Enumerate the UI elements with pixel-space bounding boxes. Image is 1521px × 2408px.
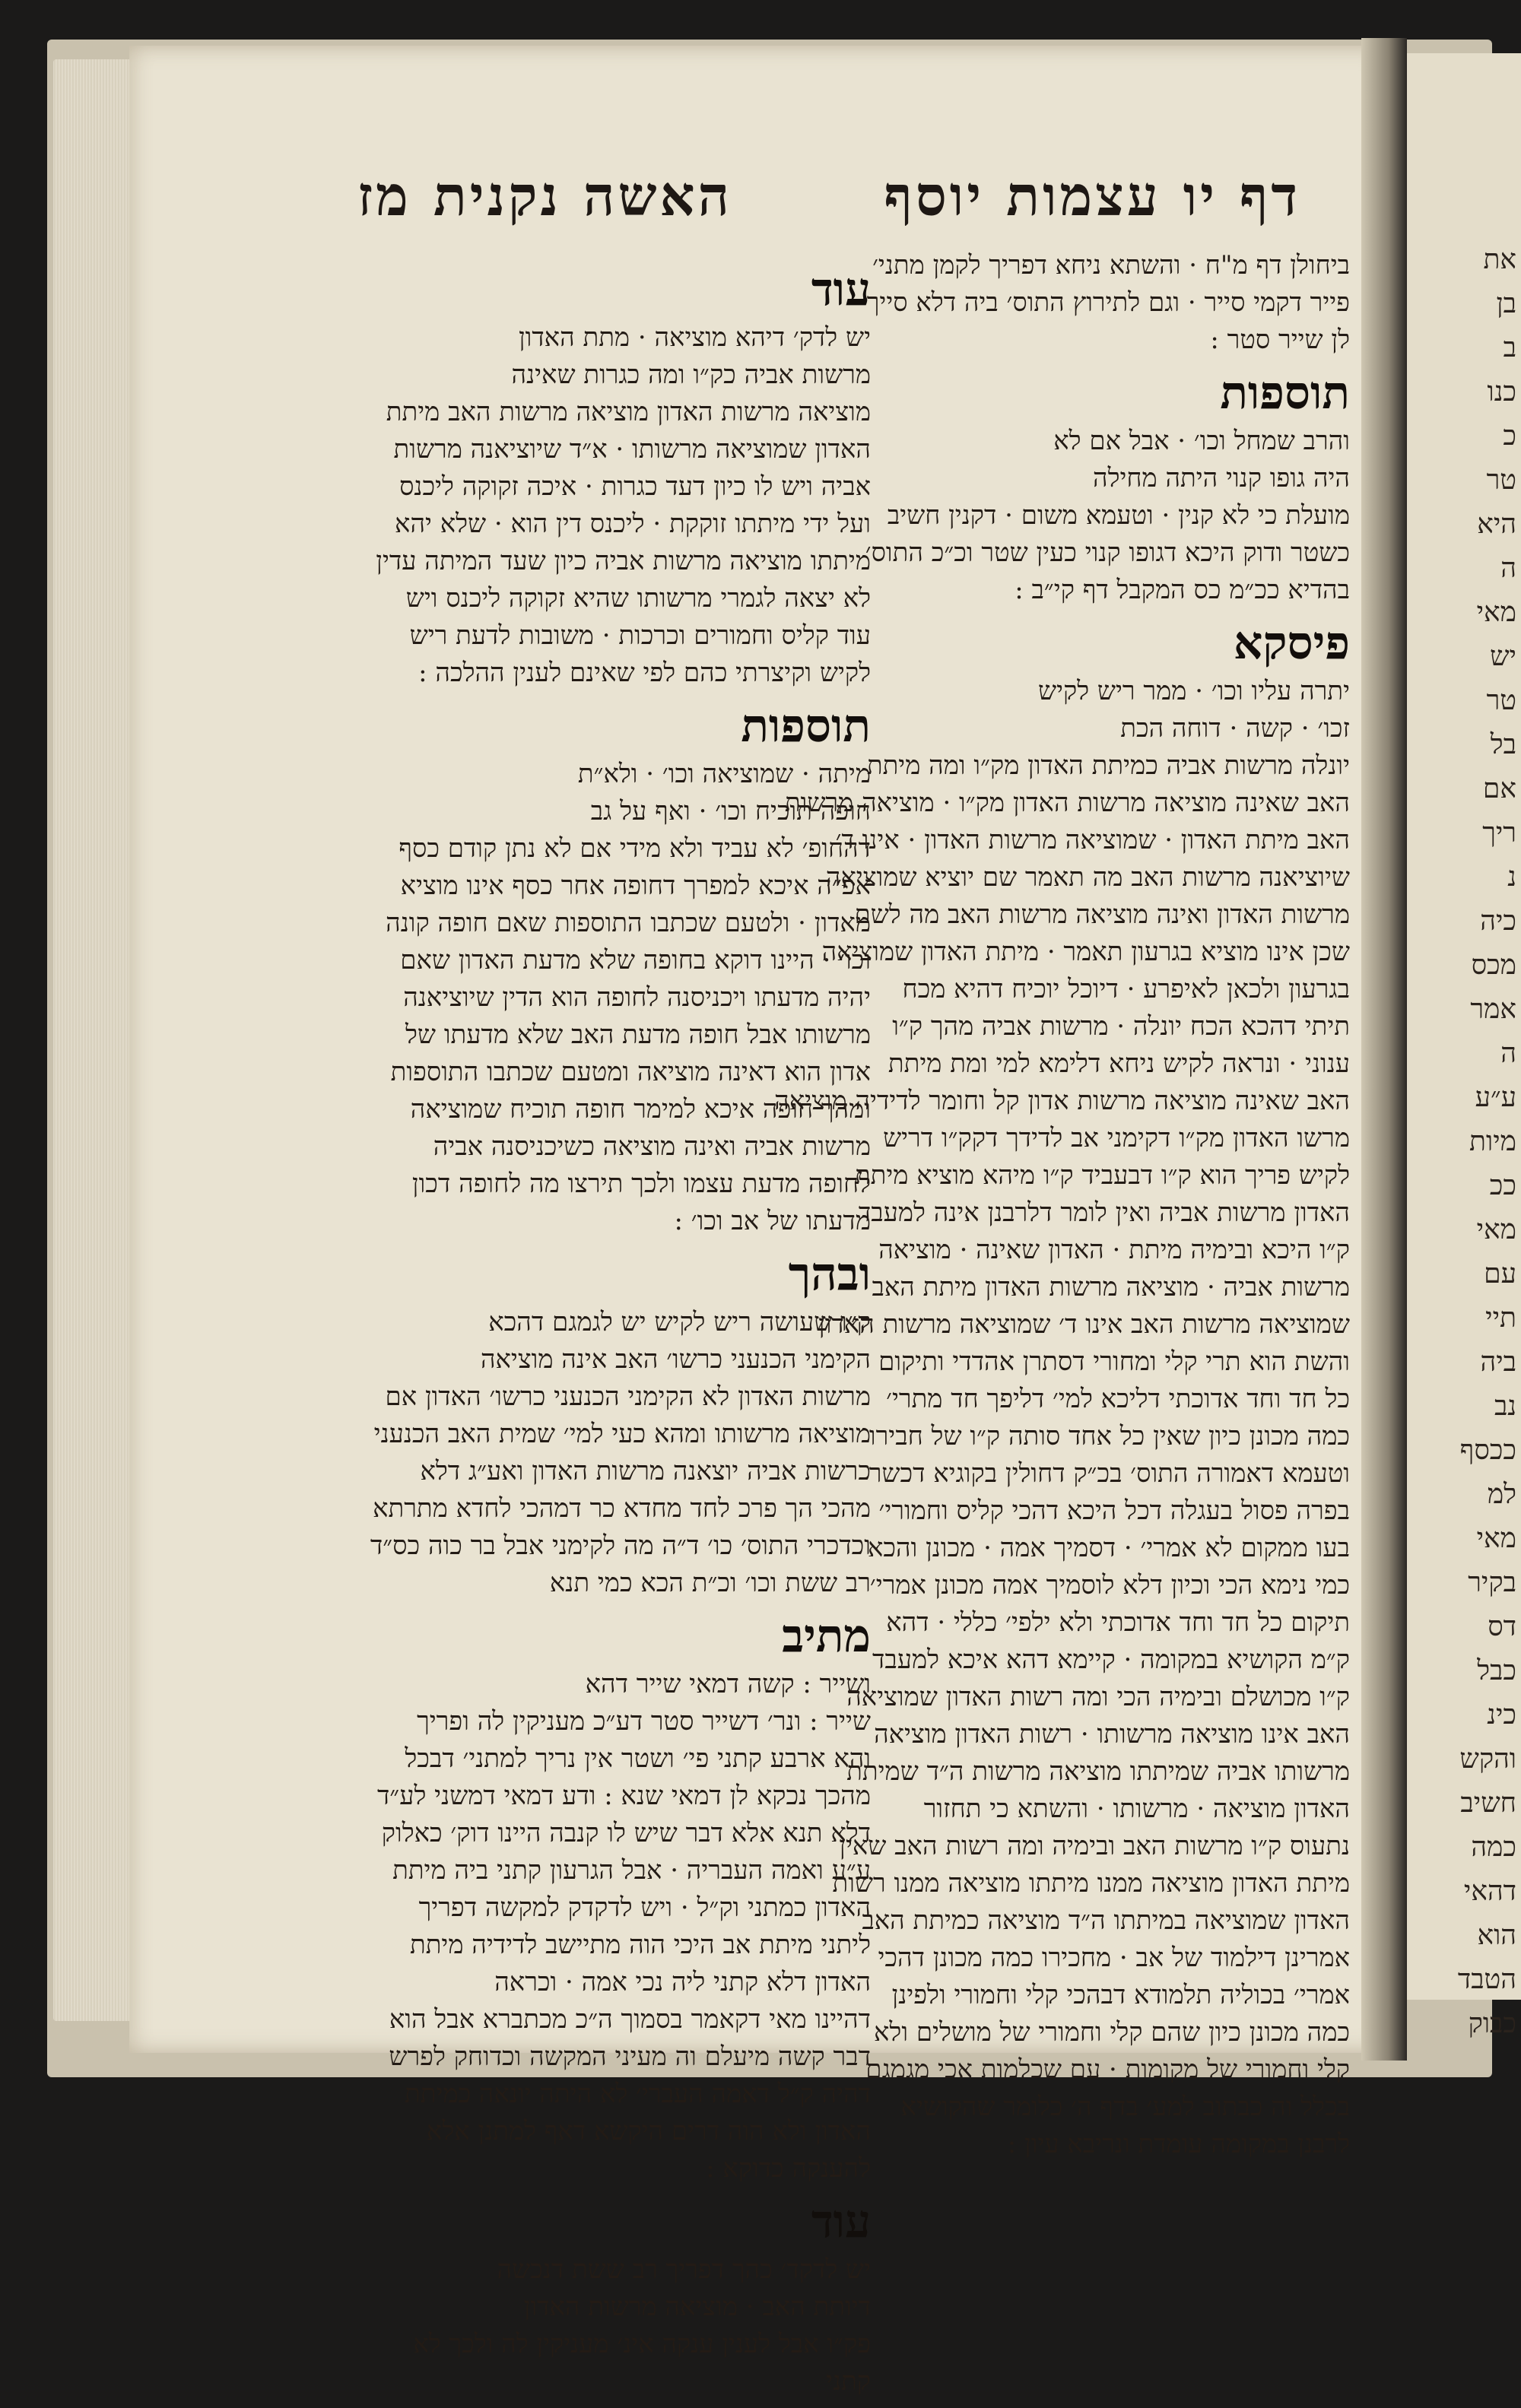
text-line: מאדון · ולטעם שכתבו התוספות שאם חופה קונה <box>386 908 871 938</box>
text-line: ק״ו שעושה ריש לקיש יש לגמגם דהכא <box>488 1307 871 1337</box>
text-line: ומהך חופה איכא למימר חופה תוכיח שמוציאה <box>410 1094 871 1125</box>
text-line: דיותת האב · מוציאה מרשות האדון <box>523 2292 871 2322</box>
text-line: מיתתו מוציאה מרשות אביה כיון שעד המיתה עדין <box>376 546 871 576</box>
text-line: וכדכרי התוס׳ כו׳ ד״ה מה לקימני אבל בר כוה כס״ד <box>370 1531 871 1561</box>
text-line: קתני <box>826 2366 871 2397</box>
text-line: דלא תנא אלא דבר שיש לו קנבה היינו דוק׳ כאלוק <box>381 1818 871 1848</box>
right-page-text-fragment: אמר <box>1470 994 1516 1025</box>
text-line: מיתת האדון מוציאה ממנו מיתתו מוציאה ממנו רשות <box>832 1868 1350 1899</box>
running-head-right: דף יו עצמות יוסף <box>884 163 1300 228</box>
running-head-left: האשה נקנית מז <box>357 163 733 228</box>
matyiv-heading: מתיב <box>782 1610 871 1663</box>
text-line: ק״ו מכושלם ובימיה הכי ומה רשות האדון שמוציאה <box>846 1682 1350 1712</box>
right-page-text-fragment: הטבד <box>1457 1964 1516 1995</box>
text-line: יונלה מרשות אביה כמיתת האדון מק״ו ומה מיתת <box>866 750 1350 781</box>
text-line: האדון כמתני וק״ל · ויש לדקדק למקשה דפריך <box>418 1892 871 1923</box>
right-page-text-fragment: ה <box>1500 1038 1516 1069</box>
text-line: האב אינו מוציאה מרשותו · רשות האדון מוציאה <box>874 1719 1350 1750</box>
text-line: דהחופ׳ לא עביד ולא מידי אם לא נתן קודם כסף <box>399 833 871 864</box>
right-page-text-fragment: מאי <box>1476 1523 1516 1554</box>
text-line: נתעוס ק״ו מרשות האב ובימיה ומה רשות האב שאין <box>839 1831 1350 1861</box>
text-line: מועלת כי לא קנין · וטעמא משום · דקנין חשיב <box>887 500 1350 531</box>
text-line: מרשות האדון ואינה מוציאה מרשות האב מה לשם <box>854 899 1350 930</box>
text-line: רב ששת וכו׳ וכ״ת הכא כמי תנא <box>549 1568 871 1598</box>
text-line: יהיה מדעתו ויכניסנה לחופה הוא הדין שיוציאנה <box>403 982 871 1013</box>
text-line: האדון שמוציאה מרשותו · א״ד שיוציאנה מרשות <box>393 434 871 465</box>
text-line: ביחולן דף מ"ח · והשתא ניחא דפריך לקמן מתני׳ <box>872 250 1350 281</box>
text-line: האדון מוציאה · מרשותו · והשתא כי תחזור <box>923 1794 1350 1824</box>
text-line: אפ״ה איכא למפרך דחופה אחר כסף אינו מוציא <box>400 871 871 901</box>
text-line: לא יצאה לגמרי מרשותו שהיא זקוקה ליכנס ויש <box>405 583 871 614</box>
right-page-text-fragment: ביה <box>1480 1347 1516 1378</box>
text-line: ושייר : קשה דמאי שייר דהא <box>585 1669 871 1699</box>
intro-paragraph <box>863 247 1350 359</box>
right-page-text-fragment: אם <box>1482 773 1516 804</box>
text-line: לקיש פריך הוא ק״ו דבעביד ק״ו מיהא מוציא מיתת <box>854 1160 1350 1191</box>
right-page-text-fragment: טר <box>1486 685 1516 716</box>
text-line: ע״ע ואמה העבריה · אבל הגרעון קתני ביה מיתת <box>392 1855 871 1886</box>
text-line: היה גופו קנוי היתה מחילה <box>1093 463 1350 493</box>
right-page-text-fragment: ריך <box>1482 817 1516 849</box>
text-line: להענקה כדוקא : <box>706 2153 871 2184</box>
right-page-text-fragment: למ <box>1487 1479 1516 1510</box>
uvahach-paragraph <box>346 1304 871 1602</box>
right-page-text-fragment: עם <box>1484 1258 1516 1290</box>
right-page-text-fragment: ע״ע <box>1475 1082 1516 1113</box>
right-page-text-fragment: כמה <box>1471 1832 1516 1863</box>
text-line: שיוציאנה מרשות האב מה תאמר שם יוציא שמוציאה <box>825 862 1350 893</box>
right-page-text-fragment: נב <box>1494 1391 1516 1422</box>
right-page-text-fragment: ככסף <box>1459 1435 1516 1466</box>
text-line: לחופה מדעת עצמו ולכך תירצו מה לחופה דכון <box>411 1169 871 1199</box>
text-line: ליתני מיתת אב היכי הוה מתיישב לדידיה מיתת <box>409 1930 871 1960</box>
text-line: ענוני · ונראה לקיש ניחא דלימא למי ומת מיתת <box>888 1049 1350 1079</box>
text-line: יש לדק׳ דיהא מוציאה · מתת האדון <box>518 322 871 353</box>
text-line: יש לדקד׳ כהך דפריך רב ששת דנכשה <box>497 2254 871 2285</box>
text-line: כמי נימא הכי וכיון דלא לוסמיך אמה מכונן אמרי׳ <box>869 1570 1350 1601</box>
right-page-text-fragment: מאי <box>1476 1214 1516 1245</box>
right-page-text-fragment: מאי <box>1476 597 1516 628</box>
text-line: ועל ידי מיתתו זוקקת · ליכנס דין הוא · שלא יהא <box>395 509 871 539</box>
text-line: האדון שמוציאה במיתתו ה״ד מוציאה כמיתת האב <box>862 1905 1350 1936</box>
right-page-text-fragment: דס <box>1488 1611 1516 1642</box>
right-page-text-fragment: כ <box>1503 420 1516 452</box>
text-line: בעו ממקום לא אמרי׳ · דסמיך אמה · מכונן והכא <box>867 1533 1350 1563</box>
text-line: כמה מכונן כיון שהם קלי וחמורי של מושלים ולא <box>874 2017 1350 2048</box>
text-line: לקיש וקיצרתי כהם לפי שאינם לענין ההלכה : <box>418 658 871 688</box>
text-line: בגרעון ולכאן לאיפרע · דיוכל יוכיח דהיא מכח <box>902 974 1350 1004</box>
right-page-fragment <box>1407 53 1521 2039</box>
od-paragraph-1 <box>346 319 871 692</box>
right-page-text-fragment: דהאי <box>1463 1876 1516 1907</box>
commentary-column-left <box>346 259 871 2408</box>
text-line: הקימני הכנעני כרשו׳ האב אינה מוציאה <box>480 1344 871 1375</box>
text-line: האדון ולא הוה דרים היקשא דאף למתנן אלא <box>426 2116 871 2146</box>
right-page-text-fragment: יש <box>1490 641 1516 672</box>
text-line: לן שייר סטר : <box>1210 325 1350 355</box>
text-line: בפרה פסול בעגלה דכל היכא דהכי קליס וחמורי׳ <box>878 1496 1350 1526</box>
matyiv-paragraph <box>346 1666 871 2188</box>
text-line: האב שאינה מוציאה מרשות אדון קל וחומר לדידיה מוציאה <box>774 1086 1350 1116</box>
right-page-text-fragment: בקיר <box>1468 1567 1516 1598</box>
text-line: וטעמא דאמורה התוס׳ בכ״ק דחולין בקוגיא דכשר <box>868 1458 1350 1489</box>
text-line: וכו׳ · היינו דוקא בחופה שלא מדעת האדון שאם <box>400 945 871 976</box>
text-line: שייר : ונר׳ דשייר סטר דע״כ מעניקין לה ופריך <box>417 1706 871 1737</box>
right-page-text-fragment: כבוק <box>1468 2008 1516 2039</box>
right-page-text-fragment: כבל <box>1477 1655 1516 1686</box>
text-line: והשת הוא תרי קלי ומחורי דסתרן אהדדי ותיקום <box>878 1347 1350 1377</box>
text-line: ק״ו היכא ובימיה מיתת · האדון שאינה · מוציאה <box>878 1235 1350 1265</box>
text-line: תיקום כל חד וחד אדוכתי ולא ילפי׳ כללי · דהא <box>886 1607 1350 1638</box>
right-page-text-fragment: טר <box>1486 465 1516 496</box>
text-line: דבר קשה מיעלם וה מעיני המקשה וכדוחק לפרש <box>389 2042 871 2072</box>
text-line: שכן אינו מוציא בגרעון תאמר · מיתת האדון שמוציאה <box>821 937 1350 967</box>
text-line: מוציאה מרשות האדון מוציאה מרשות האב מיתת <box>386 397 871 427</box>
text-line: מרשות האדון לא הקימני הכנעני כרשו׳ האדון אם <box>385 1382 871 1412</box>
text-line: עוד קליס וחמורים וכרכות · משובות לדעת ריש <box>409 620 871 651</box>
text-line: ק״מ הקושיא במקומה · קיימא דהא איכא למעבד <box>872 1645 1350 1675</box>
piska-heading: פיסקא <box>1233 617 1350 670</box>
text-line: מוציאה מרשותו ומהא כעי למי׳ שמית האב הכנעני <box>373 1419 871 1449</box>
text-line: בהדיא ככ״מ כס המקבל דף קי״ב : <box>1015 575 1350 605</box>
right-page-text-fragment: בל <box>1490 729 1516 760</box>
text-line: והא ארבע קתני פי׳ ושטר אין נריך למתני׳ דבכל <box>405 1743 871 1774</box>
text-line: האדון דלא קתני ליה נכי אמה · וכראה <box>494 1967 871 1997</box>
text-line: מיתה · שמוציאה וכו׳ · ולא״ת <box>577 759 871 789</box>
right-page-text-fragment: תיי <box>1485 1302 1516 1334</box>
book-gutter <box>1361 38 1407 2061</box>
right-page-text-fragment: כינ <box>1487 1699 1516 1731</box>
od-heading-2: עוד <box>811 2195 871 2248</box>
od-heading-1: עוד <box>811 263 871 316</box>
text-line: שמוציאה מרשות האב אינו ד׳ שמוציאה מרשות האדון <box>818 1309 1350 1340</box>
text-line: מרשות אביה כק״ו ומה כגרות שאינה <box>511 360 871 390</box>
text-line: מרשותו אביה שמיתתו מוציאה מרשות ה״ד שמיתת <box>846 1756 1350 1787</box>
tosafot-heading-left: תוספות <box>741 700 871 753</box>
text-line: האב מיתת האדון · שמוציאה מרשות האדון · אינו ד׳ <box>835 825 1350 855</box>
text-line: לרבנן במקומה עומדת ונריבא עיון : <box>1007 2129 1350 2159</box>
text-line: חופה תוכיח וכו׳ · ואף על גב <box>590 796 871 826</box>
text-line: דהיה ק״ל דאמה העברי׳ לא היתה יונאה כמיתת <box>404 2079 871 2109</box>
right-page-text-fragment: ה <box>1500 553 1516 584</box>
text-line: זכו׳ · קשה · דוחה הכת <box>1120 713 1350 744</box>
text-line: כשטר ודוק היכא דגופו קנוי כעין שטר וכ״כ התוס׳ <box>865 538 1350 568</box>
right-page-text-fragment: נ <box>1507 861 1516 893</box>
text-line: פק״ו אבל לענין ענקה אינ׳ מעניקין לה ולכך לא <box>413 2329 871 2359</box>
text-line: מרשות אביה ואינה מוציאה כשיכניסנה אביה <box>433 1131 871 1162</box>
uvahach-heading: ובהך <box>788 1248 871 1301</box>
text-line: אביה ויש לו כיון דעד כגרות · איכה זקוקה ליכנס <box>399 471 871 502</box>
text-line: כל חד וחד אדוכתי דליכא למי׳ דליפך חד מתרי׳ <box>886 1384 1350 1414</box>
right-page-text-fragment: היא <box>1477 509 1516 540</box>
text-line: אדון הוא דאינה מוציאה ומטעם שכתבו התוספות <box>390 1057 871 1087</box>
right-page-text-fragment: בן <box>1496 288 1516 319</box>
text-line: האדון מרשות אביה ואין לומר דלרבנן אינה למעבד <box>858 1198 1350 1228</box>
right-page-text-fragment: את <box>1483 244 1516 275</box>
text-line: כרשות אביה יוצאנה מרשות האדון ואע״ג דלא <box>420 1456 871 1486</box>
text-line: אמרי׳ בכוליה תלמודא דבהכי קלי וחמורי ולפינן <box>891 1980 1350 2010</box>
tosafot-heading-right: תוספות <box>1220 366 1350 420</box>
tosafot-paragraph-right <box>863 423 1350 609</box>
text-line: מדעתו של אב וכו׳ : <box>674 1206 871 1236</box>
right-page-text-fragment: מיות <box>1469 1126 1516 1157</box>
text-line: כמה מכונן כיון שאין כל אחד סותה ק״ו של חבירו <box>868 1421 1350 1451</box>
text-line: קלי וחמורי של מקומות · עם שכלמות אכי מגמגם <box>865 2054 1350 2085</box>
text-line: מהכי הך פרכ לחד מחדא כר דמהכי לחדא מתרתא <box>373 1493 871 1524</box>
right-page-text-fragment: והקש <box>1459 1743 1516 1775</box>
text-line: מרשות אביה · מוציאה מרשות האדון מיתת האב <box>872 1272 1350 1302</box>
text-line: תיתי דהכא הכח יונלה · מרשות אביה מהך ק״ו <box>892 1011 1350 1042</box>
right-page-text-fragment: הוא <box>1477 1920 1516 1951</box>
right-page-text-fragment: ככ <box>1489 1170 1516 1201</box>
right-page-text-fragment: כיה <box>1480 906 1516 937</box>
text-line: מהכך נכקא לן דמאי שנא : ודע דמאי דמשני לע״ד <box>376 1781 871 1811</box>
right-page-text-fragment: כנו <box>1487 376 1516 408</box>
od-paragraph-2 <box>346 2251 871 2400</box>
right-page-text-fragment: חשיב <box>1460 1788 1516 1819</box>
text-line: והרב שמחל וכו׳ · אבל אם לא <box>1053 426 1350 456</box>
right-page-text-fragment: מכס <box>1471 950 1516 981</box>
text-line: מרשותו אבל חופה מדעת האב שלא מדעתו של <box>405 1020 871 1050</box>
text-line: אמרינן דילמוד של אב · מחכירו כמה מכונן דהכי <box>878 1943 1350 1973</box>
text-line: האב שאינה מוציאה מרשות האדון מק״ו · מוציאה מרשות <box>784 788 1350 818</box>
right-page-text-fragment: ב <box>1503 332 1516 363</box>
text-line: דהיינו מאי דקאמר בסמוך ה״כ מכתברא אבל הוא <box>389 2004 871 2035</box>
text-line: פייר דקמי סייר · וגם לתירוץ התוס׳ ביה דלא סייך <box>866 287 1350 318</box>
text-line: יתרה עליו וכו׳ · ממר ריש לקיש <box>1038 676 1350 706</box>
text-line: בכלל וה כבתוב למע׳ בדף ה׳ כלומר שהקושיא <box>900 2092 1350 2122</box>
tosafot-paragraph-left <box>346 756 871 1240</box>
text-line: מרשו האדון מק״ו דקימני אב לדידך דקק״ו דריש <box>883 1123 1350 1153</box>
